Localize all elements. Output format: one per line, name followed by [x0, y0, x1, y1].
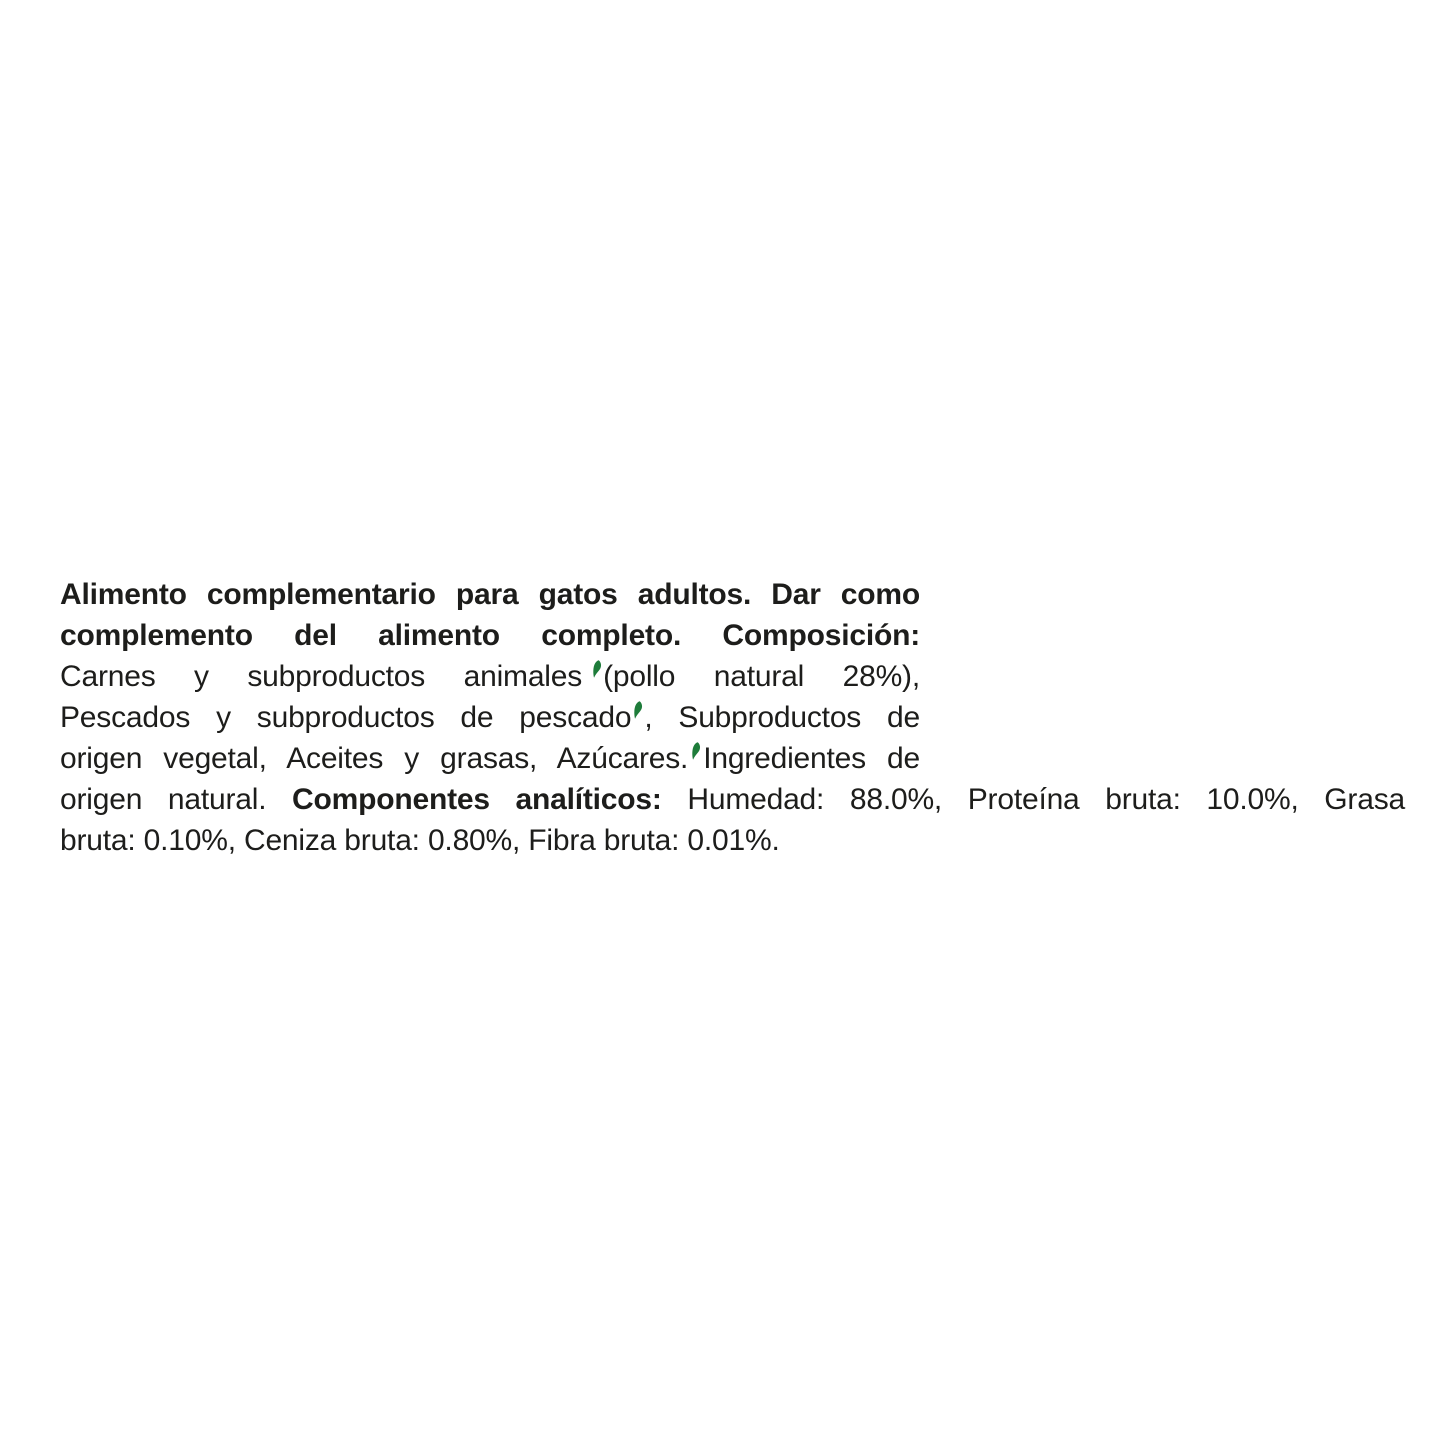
ingredients-line-1	[60, 574, 920, 615]
analytical-values-text: Humedad: 88.0%, Proteína bruta: 10.0%, Grasa	[661, 783, 1405, 816]
leaf-icon	[591, 657, 602, 681]
ingredients-line-5	[60, 738, 920, 779]
composition-text: Carnes y subproductos animales	[60, 660, 583, 693]
analytical-values-text: bruta: 0.10%, Ceniza bruta: 0.80%, Fibra bruta: 0.01%.	[60, 824, 780, 857]
ingredients-line-2	[60, 615, 920, 656]
composition-heading: complemento del alimento completo. Composición:	[60, 619, 920, 652]
composition-text: (pollo natural 28%),	[603, 660, 920, 693]
leaf-icon	[690, 739, 701, 763]
leaf-icon	[632, 698, 643, 722]
composition-text: origen vegetal, Aceites y grasas, Azúcares.	[60, 742, 689, 775]
analytical-components-heading: Componentes analíticos:	[292, 783, 662, 816]
complementary-food-statement: Alimento complementario para gatos adultos. Dar como	[60, 578, 920, 611]
ingredients-line-3	[60, 656, 920, 697]
ingredients-line-7	[60, 820, 1405, 861]
composition-text: , Subproductos de	[644, 701, 920, 734]
ingredients-line-4	[60, 697, 920, 738]
ingredients-line-6	[60, 779, 1405, 820]
natural-origin-text: origen natural.	[60, 783, 293, 816]
composition-text: Pescados y subproductos de pescado	[60, 701, 632, 734]
ingredients-paragraph	[60, 574, 1405, 861]
natural-origin-text: Ingredientes de	[703, 742, 920, 775]
